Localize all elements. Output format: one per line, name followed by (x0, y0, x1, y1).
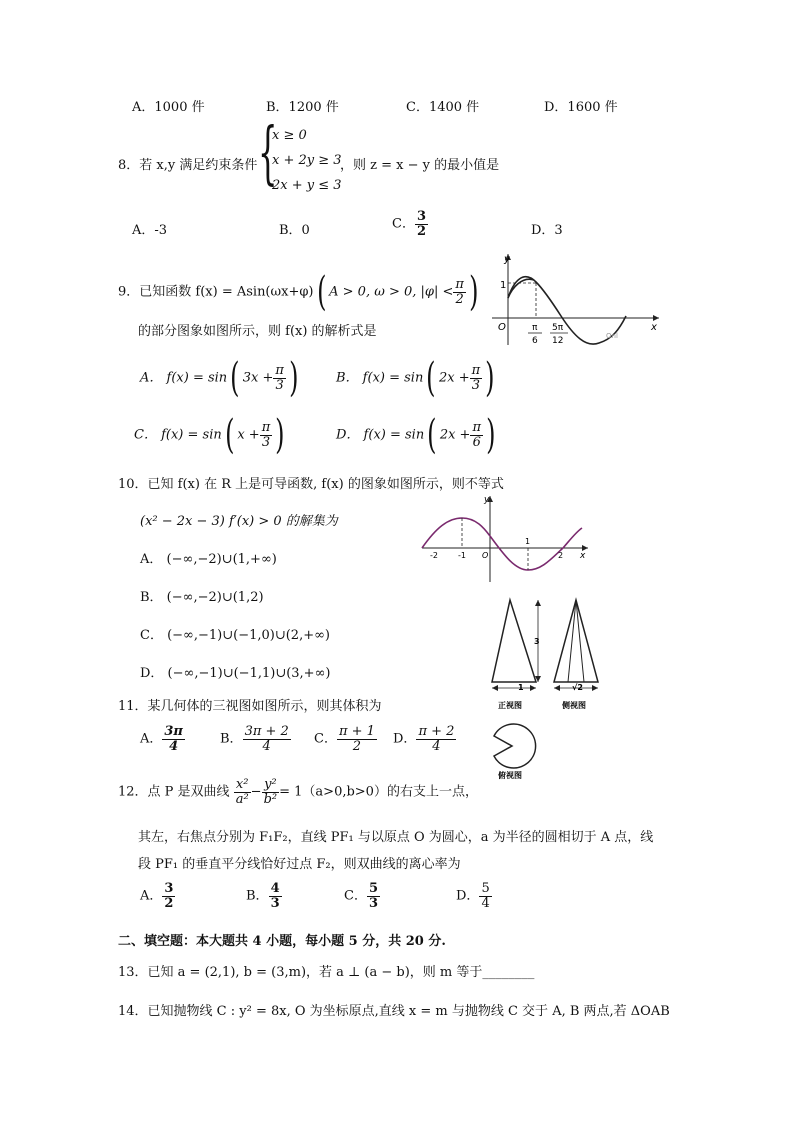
q9-graph-tick-1-num: π (532, 323, 538, 333)
q9-option-a: A． f(x) = sin( 3x + $\frac{\pi}{3}$ ) (140, 355, 299, 401)
q9-graph-x-label: x (651, 322, 657, 333)
q10-stem: 10．已知 f(x) 在 R 上是可导函数, f(x) 的图象如图所示，则不等式 (118, 477, 504, 492)
q8-option-b: B．0 (279, 223, 310, 238)
q11-side-base-label: √2 (572, 683, 583, 692)
q9-graph-tick-1-den: 6 (532, 336, 538, 346)
q9-option-c: C． f(x) = sin( x + $\frac{\pi}{3}$ ) (134, 412, 285, 458)
q10-option-a: A． (−∞,−2)∪(1,+∞) (140, 552, 277, 567)
q8-stem-post: ，则 z = x − y 的最小值是 (340, 158, 500, 173)
q12-line-3: 段 PF₁ 的垂直平分线恰好过点 F₂，则双曲线的离心率为 (138, 857, 461, 872)
q7-option-c: C．1400 件 (406, 100, 480, 115)
q8-constraint-2: x + 2y ≥ 3 (272, 153, 342, 168)
q9-stem-2: 的部分图象如图所示，则 f(x) 的解析式是 (138, 324, 377, 339)
q10-graph-tick-2: 2 (558, 551, 564, 560)
q8-option-d: D．3 (531, 223, 563, 238)
q11-base-label: 1 (518, 683, 524, 692)
q11-front-view-label: 正视图 (498, 701, 522, 710)
q10-option-c: C． (−∞,−1)∪(−1,0)∪(2,+∞) (140, 628, 331, 643)
q14-text: 14．已知抛物线 C : y² = 8x, O 为坐标原点,直线 x = m 与抛物线 C 交于 A, B 两点,若 ΔOAB (118, 1004, 670, 1019)
q11-option-c: C． $\frac{\pi + 1}{2}$ (314, 724, 375, 754)
q11-top-view-label: 俯视图 (498, 771, 522, 780)
q9-option-d: D． f(x) = sin( 2x + $\frac{\pi}{6}$ ) (336, 412, 496, 458)
q9-graph-tick-2-den: 12 (552, 336, 564, 346)
q10-graph-tick-neg2: -2 (430, 551, 438, 560)
q8-option-a: A．-3 (132, 223, 168, 238)
q12-stem: 12．点 P 是双曲线 $\frac{\text{x²}}{\text{a²}}$ − $\frac{\text{y²}}{\text{b²}}$ = 1（a>0,b>0）的右支上一点， (118, 777, 478, 807)
q8-brace: { (258, 114, 278, 193)
q9-graph-tick-2-num: 5π (552, 323, 564, 333)
q10-graph-y-label: y (484, 495, 490, 505)
q11-side-view-label: 侧视图 (562, 701, 586, 710)
q11-three-views (486, 596, 606, 782)
q12-option-a: A． $\frac{3}{2}$ (140, 881, 174, 911)
q11-top-view (494, 724, 536, 768)
q11-option-d: D． $\frac{\pi + 2}{4}$ (393, 724, 455, 754)
q7-option-a: A．1000 件 (132, 100, 205, 115)
q12-line-2: 其左，右焦点分别为 F₁F₂，直线 PF₁ 与以原点 O 为圆心，a 为半径的圆相切于 A 点，线 (138, 830, 654, 845)
q10-option-d: D． (−∞,−1)∪(−1,1)∪(3,+∞) (140, 666, 331, 681)
q10-graph-tick-1: 1 (525, 537, 531, 546)
q11-option-a: A． $\frac{3\pi}{4}$ (140, 724, 183, 754)
q7-option-b: B．1200 件 (266, 100, 339, 115)
q9-sine-graph (484, 250, 664, 350)
q7-option-d: D．1600 件 (544, 100, 618, 115)
q11-side-view (554, 600, 598, 682)
q10-inequality: (x² − 2x − 3) f′(x) > 0 的解集为 (140, 514, 338, 529)
section-2-title: 二、填空题：本大题共 4 小题，每小题 5 分，共 20 分. (118, 934, 446, 949)
q10-graph-tick-neg1: -1 (458, 551, 466, 560)
q10-option-b: B． (−∞,−2)∪(1,2) (140, 590, 264, 605)
q9-graph-watermark: Onl (606, 332, 618, 340)
q10-derivative-graph (418, 492, 593, 584)
q11-height-label: 3 (534, 637, 540, 646)
q9-stem: 9．已知函数 f(x) = Asin(ωx+φ)( A > 0, ω > 0, |φ| < $\frac{\pi}{2}$ ) (118, 269, 479, 315)
q8-option-c: C． $\frac{3}{2}$ (392, 209, 426, 239)
q8-constraint-3: 2x + y ≤ 3 (272, 178, 342, 193)
q9-option-b: B． f(x) = sin( 2x + $\frac{\pi}{3}$ ) (336, 355, 495, 401)
q9-graph-peak-label: 1 (500, 280, 507, 291)
q12-option-d: D． $\frac{5}{4}$ (456, 881, 490, 911)
q9-graph-origin: O (498, 322, 506, 333)
q8-stem: 8．若 x,y 满足约束条件 (118, 158, 258, 173)
q12-option-c: C． $\frac{5}{3}$ (344, 881, 378, 911)
q11-stem: 11．某几何体的三视图如图所示，则其体积为 (118, 699, 382, 714)
q9-graph-y-label: y (504, 254, 510, 265)
q10-graph-origin: O (482, 551, 489, 560)
q11-option-b: B． $\frac{3\pi + 2}{4}$ (220, 724, 289, 754)
q12-option-b: B． $\frac{4}{3}$ (246, 881, 280, 911)
q10-graph-x-label: x (580, 551, 586, 561)
q11-front-view (492, 600, 536, 682)
q8-constraint-1: x ≥ 0 (272, 128, 307, 143)
q13-text: 13．已知 a = (2,1), b = (3,m)，若 a ⊥ (a − b)，则 m 等于________ (118, 965, 535, 980)
